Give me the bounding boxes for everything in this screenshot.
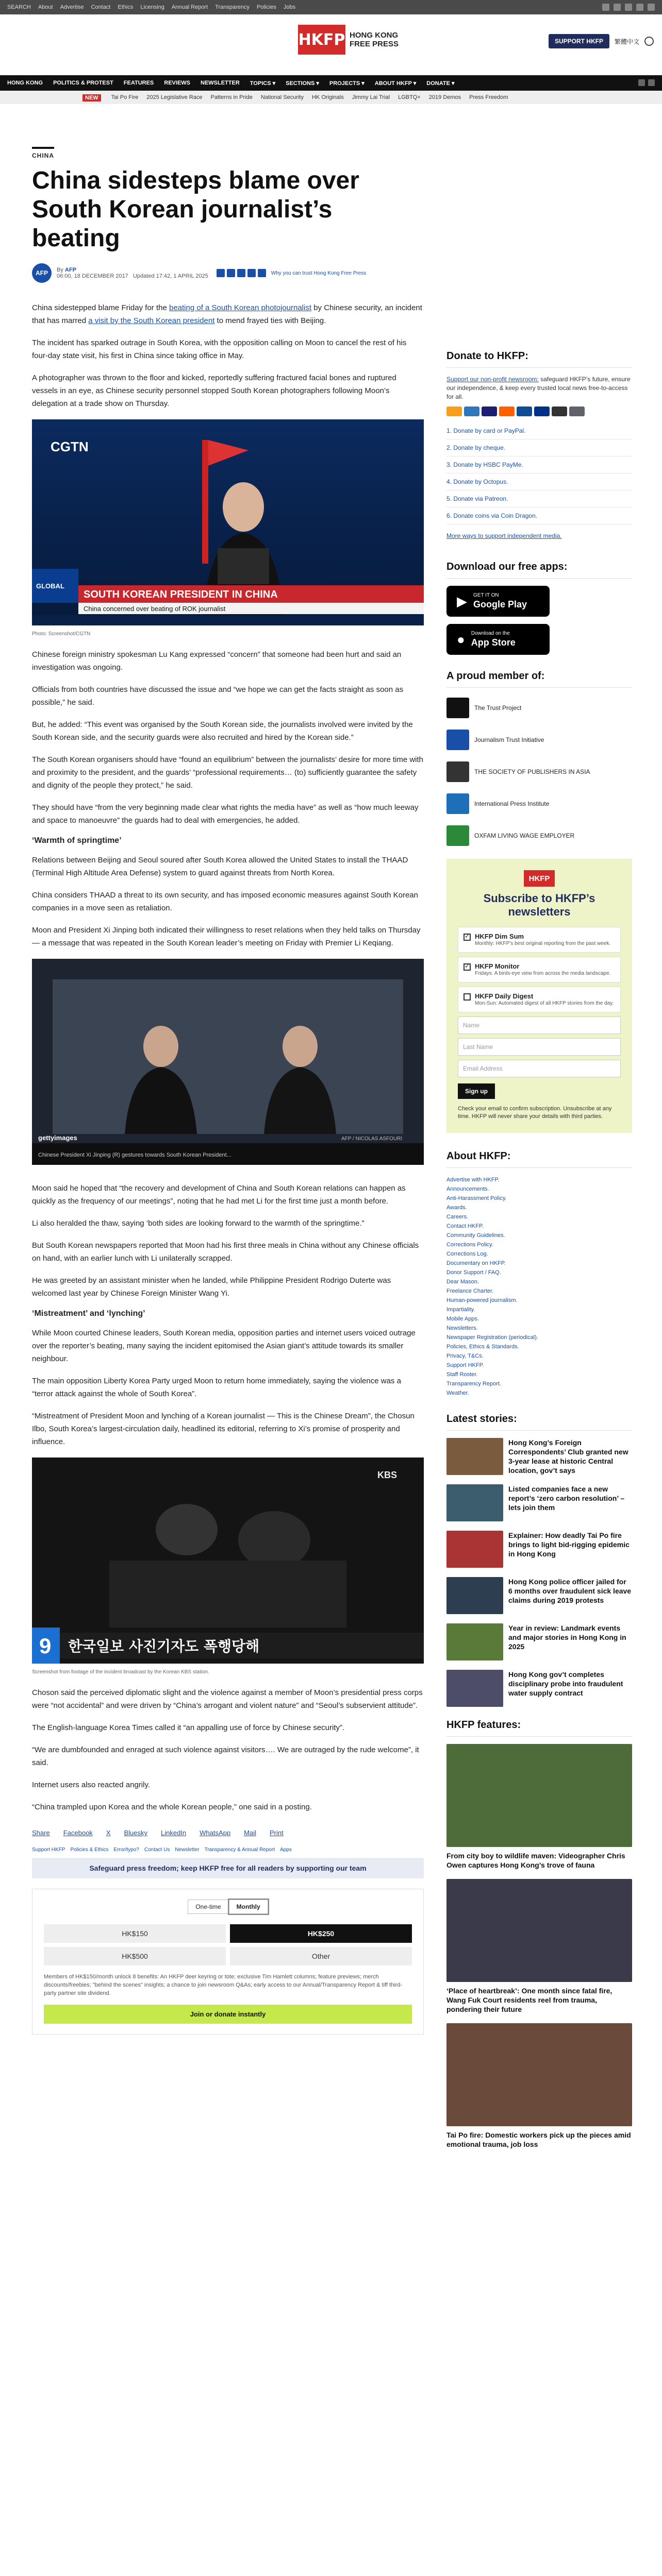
getty-image [32,959,424,1165]
feature-item[interactable] [446,2023,632,2149]
figure-kbs [32,1458,424,1666]
member-item[interactable] [446,791,632,817]
jcb-icon [517,406,532,416]
support-links [32,1847,424,1853]
latest-thumbnail [446,1484,503,1521]
about-link[interactable]: Donor Support / FAQ. [446,1269,501,1276]
latest-headline[interactable]: Year in review: Landmark events and major stories in Hong Kong in 2025 [508,1624,626,1651]
overlay-subhead: China concerned over beating of ROK journalist [84,605,226,613]
paragraph: But, he added: “This event was organised by the South Korean side, the journalists involved were invited by the South Korean side, and the security guards were also recruited and hired by the Korean side.” [32,720,413,742]
amount-option[interactable]: HK$150 [44,1924,226,1943]
about-link[interactable]: Dear Mason. [446,1279,479,1285]
paragraph: Chinese foreign ministry spokesman Lu Kang expressed “concern” that someone had been hurt and said an investigation was ongoing. [32,650,402,672]
latest-headline[interactable]: Listed companies face a new report’s ‘zero carbon resolution’ – lets join them [508,1485,625,1512]
latest-item[interactable] [446,1484,632,1521]
member-name: THE SOCIETY OF PUBLISHERS IN ASIA [474,768,590,775]
google-pay-icon [569,406,585,416]
section-heading: ‘Warmth of springtime’ [32,836,122,845]
cgtn-image [32,419,424,625]
signup-button[interactable]: Sign up [458,1083,495,1099]
subnav-item[interactable]: Patterns in Pride [210,94,253,100]
about-link[interactable]: Newspaper Registration (periodical). [446,1334,538,1341]
google-play-button[interactable]: ▶ GET IT ON Google Play [446,586,550,617]
donate-options [446,422,632,524]
article [32,147,424,2035]
apple-icon: ● [457,631,465,647]
newsletter-fineprint: Check your email to confirm subscription. Unsubscribe at any time. HKFP will never share your details with third parties. [458,1106,612,1120]
about-link[interactable]: Documentary on HKFP. [446,1260,506,1266]
paragraph: Internet users also reacted angrily. [32,1781,151,1789]
nav-item[interactable]: FEATURES [123,80,154,86]
logo-line1: HONG KONG [350,31,399,40]
support-banner[interactable]: Safeguard press freedom; keep HKFP free for all readers by supporting our team [32,1858,424,1878]
feature-image [446,2023,632,2126]
newsletter-desc: Fridays: A birds-eye view from across the media landscape. [475,971,611,976]
latest-heading: Latest stories: [446,1413,632,1431]
cgtn-logo: CGTN [51,439,89,454]
subnav-item[interactable]: HK Originals [311,94,344,100]
member-name: OXFAM LIVING WAGE EMPLOYER [474,832,575,839]
inline-link[interactable]: beating of a South Korean photojournalist [169,303,312,312]
donate-option[interactable]: 4. Donate by Octopus. [446,473,632,490]
feature-item[interactable] [446,1879,632,2014]
member-heading: A proud member of: [446,670,632,688]
amount-option[interactable]: HK$500 [44,1947,226,1965]
top-link[interactable]: Transparency [215,4,250,10]
about-link[interactable]: Mobile Apps. [446,1316,479,1322]
member-logo [446,825,469,846]
subnav-item[interactable]: 2025 Legislative Race [146,94,203,100]
share-link[interactable]: Facebook [63,1829,93,1837]
newsletter-desc: Monthly: HKFP’s best original reporting from the past week. [475,941,611,946]
instagram-icon[interactable] [625,4,632,11]
about-link[interactable]: Impartiality. [446,1307,475,1313]
member-name: The Trust Project [474,704,522,711]
features-list [446,1744,632,2149]
about-link[interactable]: Careers. [446,1214,469,1220]
main-nav [0,75,662,91]
paragraph: Choson said the perceived diplomatic slight and the violence against a member of Moon’s presidential press corps were “not accidental” and were driven by “China’s arrogant and violent nature” and “Seoul’s subservient attitude”. [32,1688,423,1710]
global-badge: GLOBAL [36,582,64,590]
share-link[interactable]: Print [269,1829,284,1837]
logo-line2: FREE PRESS [350,40,399,48]
amount-option-selected[interactable]: HK$250 [230,1924,412,1943]
feature-image [446,1879,632,1982]
article-title: China sidesteps blame over South Korean journalist’s beating [32,167,359,252]
paragraph: China sidestepped blame Friday for the beating of a South Korean photojournalist by Chinese security, an incident that has marred a visit by the South Korean president to mend frayed ties with Beijing. [32,303,422,325]
paragraph: Officials from both countries have discussed the issue and “we hope we can get the facts straight as soon as possible,” he said. [32,685,404,707]
about-heading: About HKFP: [446,1150,632,1168]
sidebar [446,350,632,2158]
latest-headline[interactable]: Hong Kong gov’t completes disciplinary probe into fraudulent water supply contract [508,1670,623,1697]
latest-item[interactable] [446,1623,632,1660]
payment-icons [446,406,632,416]
figure-getty [32,959,424,1167]
new-badge: NEW [82,94,101,101]
image-caption: Photo: Screenshot/CGTN [32,631,91,637]
checkbox[interactable] [464,993,471,1001]
byline: AFP By AFP 06:00, 18 DECEMBER 2017 Updated 17:42, 1 APRIL 2025 Why you can trust Hong Kong Free Press [32,263,424,283]
social-icons [602,4,655,11]
donate-option[interactable]: 5. Donate via Patreon. [446,490,632,507]
mastercard-icon [446,406,462,416]
feature-headline[interactable]: ‘Place of heartbreak’: One month since fatal fire, Wang Fuk Court residents reel from trauma, pondering their future [446,1987,613,2013]
paragraph: But South Korean newspapers reported that Moon had his first three meals in China without any Chinese officials on hand, with an earlier lunch with Li unilaterally scrapped. [32,1241,419,1263]
support-button[interactable]: SUPPORT HKFP [549,34,609,48]
getty-logo: gettyimages [38,1134,77,1142]
newsletter-name: HKFP Monitor [475,962,520,970]
about-list [446,1175,632,1398]
member-item[interactable] [446,823,632,849]
newsletter-name: HKFP Dim Sum [475,933,524,940]
member-logo [446,793,469,814]
paragraph: Moon and President Xi Jinping both indicated their willingness to reset relations when they held talks on Thursday — a message that was repeated in the South Korean leader’s meeting on Friday with Premier Li Keqiang. [32,926,421,947]
getty-credit: AFP / NICOLAS ASFOURI [341,1136,403,1142]
share-links [32,1826,424,1837]
checkbox[interactable] [464,963,471,971]
subnav-item[interactable]: 2019 Demos [428,94,461,100]
about-link[interactable]: Weather. [446,1390,469,1396]
share-link[interactable]: WhatsApp [200,1829,231,1837]
paragraph: The main opposition Liberty Korea Party urged Moon to return home immediately, saying the violence was a “terror attack against the whole of South Korea”. [32,1377,401,1398]
amex-icon [464,406,479,416]
latest-thumbnail [446,1670,503,1707]
about-link[interactable]: Awards. [446,1205,467,1211]
play-icon: ▶ [457,593,467,609]
member-item[interactable] [446,759,632,785]
last-name-input[interactable]: Last Name [458,1038,621,1056]
latest-item[interactable] [446,1531,632,1568]
checkbox[interactable] [464,934,471,941]
paragraph: China considers THAAD a threat to its own security, and has imposed economic measures against South Korean companies in a move seen as retaliation. [32,891,418,912]
subnav-item[interactable]: LGBTQ+ [398,94,421,100]
more-ways-link[interactable]: More ways to support independent media. [446,532,562,539]
avatar: AFP [32,263,52,283]
paypal-icon [534,406,550,416]
member-item[interactable] [446,727,632,753]
top-utility-bar [0,0,662,14]
visa-icon [482,406,497,416]
donate-button[interactable]: Join or donate instantly [44,2005,412,2024]
about-link[interactable]: Transparency Report. [446,1381,501,1387]
donate-option[interactable]: 6. Donate coins via Coin Dragon. [446,507,632,524]
mail-icon[interactable] [258,269,266,277]
account-icon[interactable] [644,37,654,46]
facebook-icon[interactable] [602,4,609,11]
logo-mark: HKFP [298,25,345,55]
newsletter-name: HKFP Daily Digest [475,992,534,1000]
getty-caption: Chinese President Xi Jinping (R) gestures towards South Korean President... [38,1152,231,1158]
paragraph: Relations between Beijing and Seoul soured after South Korea allowed the United States to install the THAAD (Terminal High Altitude Area Defense) system to guard against threats from North Korea. [32,856,408,877]
about-link[interactable]: Anti-Harassment Policy. [446,1195,507,1201]
menu-icon[interactable] [648,79,655,86]
about-link[interactable]: Support HKFP. [446,1362,484,1368]
support-link[interactable]: Contact Us [144,1847,170,1853]
top-link[interactable]: Ethics [118,4,134,10]
support-link[interactable]: Support HKFP [32,1847,65,1853]
latest-item[interactable] [446,1577,632,1614]
latest-headline[interactable]: Hong Kong’s Foreign Correspondents’ Club granted new 3-year lease at historic Central location, gov’t says [508,1438,628,1475]
paragraph: The South Korean organisers should have “found an equilibrium” between the journalists’ desire for more time with and proximity to the president, and the guards’ “professional requirements… (to) sufficiently guarantee the safety and dignity of the people they protect,” he said. [32,755,424,790]
newsletter-option[interactable] [458,957,621,982]
overlay-headline: SOUTH KOREAN PRESIDENT IN CHINA [84,589,278,600]
paragraph: “Mistreatment of President Moon and lynching of a Korean journalist — This is the Chinese Dream”, the Chosun Ilbo, South Korea’s largest-circulation daily, headlined its editorial, referring to Xi’s promise of prosperity and influence. [32,1412,415,1446]
latest-item[interactable] [446,1670,632,1707]
member-item[interactable] [446,695,632,721]
kbs-channel-number: 9 [39,1634,52,1658]
subnav-item[interactable]: Jimmy Lai Trial [352,94,390,100]
subnav-item[interactable]: Tai Po Fire [111,94,139,100]
share-link[interactable]: Share [32,1829,50,1837]
top-link[interactable]: Licensing [140,4,164,10]
latest-thumbnail [446,1531,503,1568]
app-store-button[interactable]: ● Download on the App Store [446,624,550,655]
donate-text: Support our non-profit newsroom: safeguard HKFP’s future, ensure our independence, & keep every trusted local news free-to-access for all. [446,376,631,400]
search-icon[interactable] [638,79,645,86]
newsletter-option[interactable] [458,927,621,953]
latest-thumbnail [446,1438,503,1475]
about-link[interactable]: Staff Roster. [446,1371,478,1378]
top-links [7,4,295,10]
nav-item[interactable]: NEWSLETTER [201,80,240,86]
kbs-logo: KBS [377,1470,398,1480]
donate-option[interactable]: 3. Donate by HSBC PayMe. [446,456,632,473]
donate-option[interactable]: 2. Donate by cheque. [446,439,632,456]
site-logo[interactable] [298,25,399,55]
support-link[interactable]: Transparency & Annual Report [204,1847,275,1853]
paragraph: The English-language Korea Times called it “an appalling use of force by Chinese security”. [32,1723,345,1732]
top-link[interactable]: SEARCH [7,4,31,10]
feature-headline[interactable]: From city boy to wildlife maven: Videographer Chris Owen captures Hong Kong’s trove of fauna [446,1852,625,1869]
kbs-overlay: 한국일보 사진기자도 폭행당해 [68,1638,260,1655]
nav-item[interactable]: PROJECTS ▾ [329,80,365,87]
freq-monthly[interactable]: Monthly [229,1900,268,1914]
top-link[interactable]: About [38,4,53,10]
sub-nav [0,91,662,104]
about-link[interactable]: Human-powered journalism. [446,1297,518,1303]
section-heading: ‘Mistreatment’ and ‘lynching’ [32,1309,145,1318]
trust-link[interactable]: Why you can trust Hong Kong Free Press [271,270,367,276]
share-link[interactable]: Bluesky [124,1829,147,1837]
share-icons [217,269,266,277]
discover-icon [499,406,515,416]
apps-heading: Download our free apps: [446,561,632,579]
kbs-image [32,1458,424,1664]
whatsapp-icon[interactable] [247,269,256,277]
member-name: Journalism Trust Initiative [474,736,544,743]
support-link[interactable]: Policies & Ethics [70,1847,109,1853]
share-link[interactable]: LinkedIn [161,1829,187,1837]
paragraph: The incident has sparked outrage in South Korea, with the opposition calling on Moon to cancel the rest of his four-day state visit, his first in China since taking office in May. [32,338,407,360]
latest-list [446,1438,632,1707]
latest-headline[interactable]: Explainer: How deadly Tai Po fire brings to light bid-rigging epidemic in Hong Kong [508,1531,630,1558]
share-link[interactable]: Mail [244,1829,256,1837]
paragraph: Moon said he hoped that “the recovery and development of China and South Korean relations can happen as quickly as the frequency of our meetings”, noting that he had met Li for the first time just a month before. [32,1184,406,1206]
share-link[interactable]: X [106,1829,111,1837]
x-icon[interactable] [237,269,245,277]
about-link[interactable]: Policies, Ethics & Standards. [446,1344,519,1350]
top-link[interactable]: Annual Report [171,4,208,10]
paragraph: Li also heralded the thaw, saying ‘both sides are looking forward to the warmth of the springtime.” [32,1219,365,1228]
paragraph: A photographer was thrown to the floor and kicked, reportedly suffering fractured facial bones and ruptured vessels in an eye, as Chinese security personnel stopped South Korean photographers following Moon’s delegation at a trade show on Thursday. [32,374,396,408]
nav-item[interactable]: HONG KONG [7,80,43,86]
nav-item[interactable]: DONATE ▾ [426,80,455,87]
support-link[interactable]: Error/typo? [113,1847,139,1853]
latest-item[interactable] [446,1438,632,1475]
member-name: International Press Institute [474,800,550,807]
nav-item[interactable]: POLITICS & PROTEST [53,80,113,86]
email-input[interactable]: Email Address [458,1060,621,1077]
nav-item[interactable]: TOPICS ▾ [250,80,276,87]
x-icon[interactable] [614,4,621,11]
top-link[interactable]: Jobs [283,4,296,10]
newsletter-heading: Subscribe to HKFP’s newsletters [483,892,595,918]
inline-link[interactable]: a visit by the South Korean president [88,316,215,325]
newsletter-logo: HKFP [524,870,555,887]
about-link[interactable]: Freelance Charter. [446,1288,494,1294]
paragraph: “We are dumbfounded and enraged at such violence against visitors…. We are outraged by the rude welcome”, it said. [32,1745,419,1767]
apple-pay-icon [552,406,567,416]
latest-headline[interactable]: Hong Kong police officer jailed for 6 months over fraudulent sick leave claims during 2019 protests [508,1578,632,1604]
paragraph: While Moon courted Chinese leaders, South Korean media, opposition parties and internet users voiced outrage over the reporter’s beating, many saying the incident epitomised the Asian giant’s attitude towards its smaller neighbour. [32,1329,416,1363]
support-link[interactable]: Newsletter [175,1847,200,1853]
youtube-icon[interactable] [636,4,643,11]
about-link[interactable]: Corrections Policy. [446,1242,493,1248]
about-link[interactable]: Newsletters. [446,1325,478,1331]
top-link[interactable]: Contact [91,4,111,10]
donate-heading: Donate to HKFP: [446,350,632,368]
donate-note: Members of HK$150/month unlock 8 benefits: An HKFP deer keyring or tote; exclusive Tim Hamlett columns; feature previews; merch discounts/freebies; "behind the scenes" insights; a chance to join newsroom Q&As; early access to our Annual/Transparency Report & tiff third-party partner site dividend. [44,1974,403,1996]
about-link[interactable]: Announcements. [446,1186,489,1192]
top-link[interactable]: Advertise [60,4,84,10]
donate-option[interactable]: 1. Donate by card or PayPal. [446,422,632,439]
support-link[interactable]: Apps [279,1847,292,1853]
paragraph: He was greeted by an assistant minister when he landed, while Philippine President Rodrigo Duterte was welcomed last year by Chinese Foreign Minister Wang Yi. [32,1276,391,1298]
paragraph: They should have “from the very beginning made clear what rights the media have” as well as “how much leeway and space to manoeuvre” the guards had to deal with emergencies, he added. [32,803,419,825]
feature-item[interactable] [446,1744,632,1870]
feature-image [446,1744,632,1847]
features-heading: HKFP features: [446,1719,632,1737]
paragraph: “China trampled upon Korea and the whole Korean people,” one said in a posting. [32,1803,312,1811]
about-link[interactable]: Corrections Log. [446,1251,488,1257]
category-label[interactable]: CHINA [32,147,54,159]
about-link[interactable]: Community Guidelines. [446,1232,505,1239]
updated-date: Updated 17:42, 1 APRIL 2025 [133,273,208,279]
member-logo [446,730,469,750]
about-link[interactable]: Contact HKFP. [446,1223,484,1229]
newsletter-desc: Mon-Sun: Automated digest of all HKFP stories from the day. [475,1001,614,1006]
latest-thumbnail [446,1623,503,1660]
amount-option-other[interactable]: Other [230,1947,412,1965]
facebook-icon[interactable] [227,269,235,277]
language-link[interactable]: 繁體中文 [614,38,639,45]
header-actions [549,34,654,48]
freq-one-time[interactable]: One-time [188,1900,228,1914]
top-link[interactable]: Policies [257,4,276,10]
share-icon[interactable] [217,269,225,277]
rss-icon[interactable] [648,4,655,11]
publish-date: 06:00, 18 DECEMBER 2017 [57,273,128,279]
name-input[interactable]: Name [458,1016,621,1034]
donate-widget [32,1889,424,2035]
member-logo [446,698,469,718]
author-link[interactable]: AFP [64,267,76,273]
nav-item[interactable]: REVIEWS [164,80,190,86]
figure-cgtn [32,419,424,628]
member-logo [446,761,469,782]
nav-item[interactable]: ABOUT HKFP ▾ [374,80,417,87]
newsletter-option[interactable] [458,987,621,1012]
newsletter-box [446,859,632,1133]
subnav-item[interactable]: Press Freedom [469,94,508,100]
about-link[interactable]: Advertise with HKFP. [446,1177,500,1183]
feature-headline[interactable]: Tai Po fire: Domestic workers pick up the pieces amid emotional trauma, job loss [446,2131,631,2148]
image-caption: Screenshot from footage of the incident broadcast by the Korean KBS station. [32,1669,210,1675]
nav-item[interactable]: SECTIONS ▾ [286,80,319,87]
subnav-item[interactable]: National Security [260,94,304,100]
about-link[interactable]: Privacy, T&Cs. [446,1353,484,1359]
latest-thumbnail [446,1577,503,1614]
donate-link[interactable]: Support our non-profit newsroom: [446,376,539,383]
